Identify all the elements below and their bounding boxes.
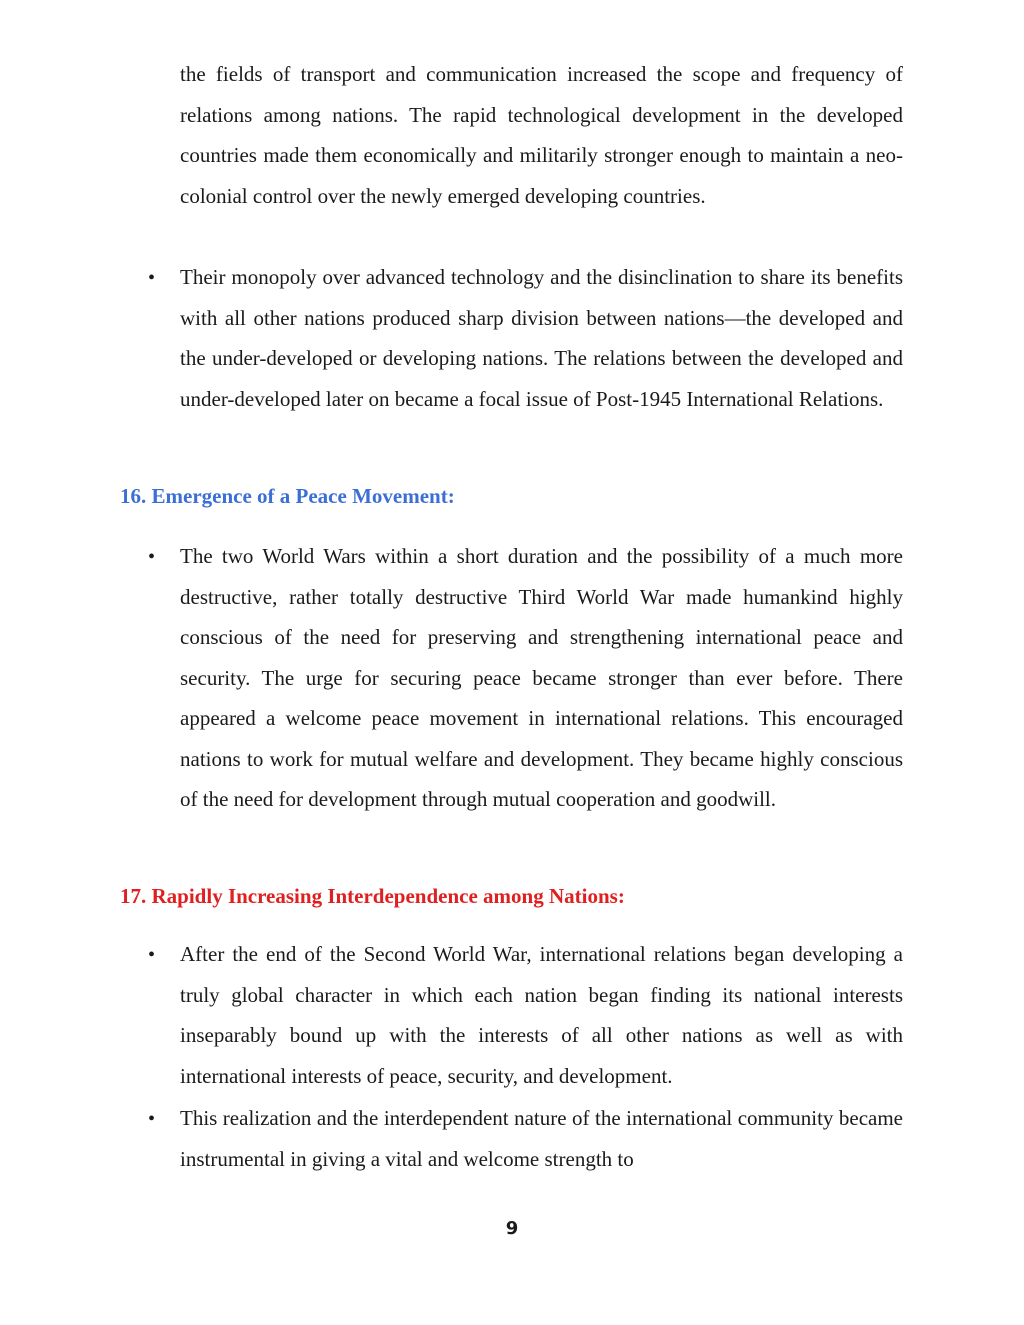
section-heading-17: 17. Rapidly Increasing Interdependence among Nations:: [120, 884, 625, 908]
continuation-paragraph: the fields of transport and communication increased the scope and frequency of relations among nations. The rapid technological development in the developed countries made them economically and militarily stronger enough to maintain a neo-colonial control over the newly emerged developing countries.: [180, 62, 903, 208]
bullet-icon: •: [148, 546, 156, 568]
list-item: After the end of the Second World War, international relations began developing a truly global character in which each nation began finding its national interests inseparably bound up with the interests of all other nations as well as with international interests of peace, security, and development.: [180, 942, 903, 1088]
bullet-icon: •: [148, 267, 156, 289]
bullet-icon: •: [148, 944, 156, 966]
list-item: Their monopoly over advanced technology and the disinclination to share its benefits with all other nations produced sharp division between nations—the developed and the under-developed or developing nations. The relations between the developed and under-developed later on became a focal issue of Post-1945 International Relations.: [180, 265, 903, 411]
section-heading-16: 16. Emergence of a Peace Movement:: [120, 484, 455, 508]
bullet-icon: •: [148, 1108, 156, 1130]
list-item: This realization and the interdependent nature of the international community became instrumental in giving a vital and welcome strength to: [180, 1106, 903, 1171]
list-item: The two World Wars within a short duration and the possibility of a much more destructive, rather totally destructive Third World War made humankind highly conscious of the need for preserving and strengthening international peace and security. The urge for securing peace became stronger than ever before. There appeared a welcome peace movement in international relations. This encouraged nations to work for mutual welfare and development. They became highly conscious of the need for development through mutual cooperation and goodwill.: [180, 544, 903, 811]
page-number: 9: [505, 1218, 519, 1239]
